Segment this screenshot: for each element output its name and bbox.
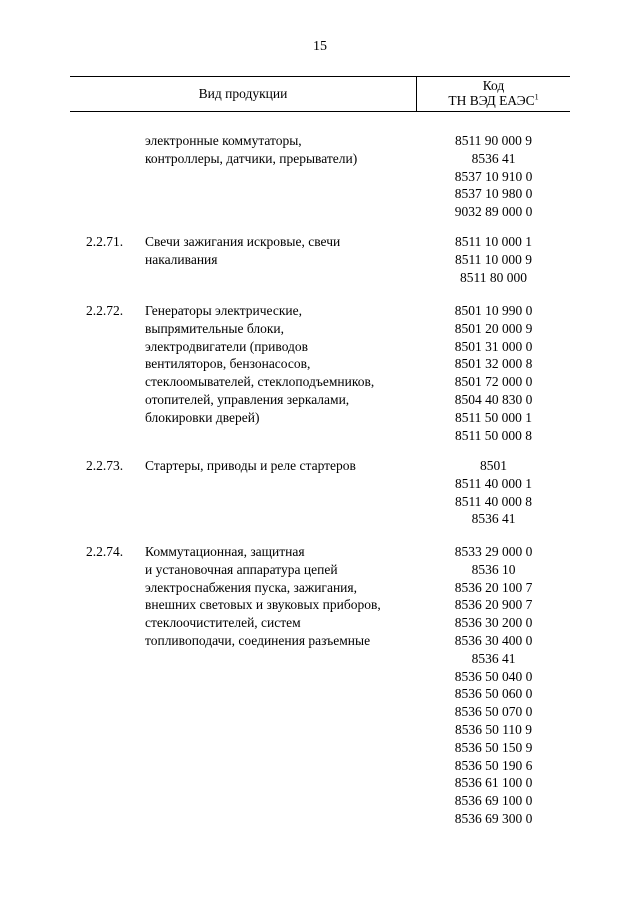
row-codes — [417, 302, 570, 444]
code-line: 8501 31 000 0 — [454, 338, 533, 354]
description-line: стеклоомывателей, стеклоподъемников, — [145, 374, 375, 390]
code-line: 8511 40 000 8 — [454, 493, 533, 509]
column-header-code — [417, 78, 570, 108]
code-line: 8501 72 000 0 — [454, 374, 533, 390]
description-line: электродвигатели (приводов — [145, 338, 309, 354]
row-description — [145, 543, 413, 650]
code-line: 8511 10 000 1 — [454, 234, 533, 249]
code-line: 8536 50 040 0 — [454, 668, 533, 684]
code-line: 8536 10 — [471, 561, 516, 577]
row-description — [145, 457, 413, 475]
code-line: 8536 69 300 0 — [454, 810, 533, 826]
code-line: 8501 10 990 0 — [454, 303, 533, 318]
description-line: блокировки дверей) — [145, 409, 260, 425]
code-line: 8536 30 200 0 — [454, 615, 533, 631]
description-line: выпрямительные блоки, — [145, 320, 285, 336]
description-line: внешних световых и звуковых приборов, — [145, 597, 381, 613]
code-line: 8511 50 000 8 — [454, 427, 533, 443]
code-line: 8536 50 070 0 — [454, 704, 533, 720]
code-line: 8536 50 060 0 — [454, 686, 533, 702]
code-line: 8536 20 100 7 — [454, 579, 533, 595]
code-line: 8537 10 980 0 — [454, 186, 533, 202]
code-line: 8536 20 900 7 — [454, 597, 533, 613]
code-line: 8536 41 — [471, 650, 516, 666]
code-header-line2: ТН ВЭД ЕАЭС — [448, 93, 535, 108]
row-number: 2.2.72. — [86, 303, 124, 318]
description-line: Стартеры, приводы и реле стартеров — [145, 458, 356, 473]
code-line: 8533 29 000 0 — [454, 544, 533, 559]
code-line: 8536 50 150 9 — [454, 739, 533, 755]
description-line: вентиляторов, бензонасосов, — [145, 356, 311, 372]
code-line: 8511 40 000 1 — [454, 475, 533, 491]
row-number: 2.2.74. — [86, 544, 124, 559]
description-line: и установочная аппаратура цепей — [145, 561, 338, 577]
row-codes — [417, 233, 570, 286]
description-line: контроллеры, датчики, прерыватели) — [145, 150, 358, 166]
code-line: 8504 40 830 0 — [454, 391, 533, 407]
code-line: 8536 61 100 0 — [454, 775, 533, 791]
code-line: 8536 69 100 0 — [454, 793, 533, 809]
row-description — [145, 132, 413, 168]
code-header-line1: Код — [482, 78, 505, 93]
row-description — [145, 233, 413, 269]
code-line: 8501 20 000 9 — [454, 320, 533, 336]
page-number: 15 — [313, 39, 327, 54]
code-line: 8511 80 000 — [460, 269, 527, 285]
row-codes — [417, 543, 570, 828]
row-codes — [417, 457, 570, 528]
description-line: топливоподачи, соединения разъемные — [145, 632, 371, 648]
code-line: 8536 41 — [471, 511, 516, 527]
code-line: 9032 89 000 0 — [454, 204, 533, 220]
table-header — [70, 76, 570, 112]
row-number: 2.2.73. — [86, 458, 124, 473]
description-line: отопителей, управления зеркалами, — [145, 391, 350, 407]
code-line: 8511 50 000 1 — [454, 409, 533, 425]
description-line: стеклоочистителей, систем — [145, 615, 301, 631]
code-line: 8536 41 — [471, 150, 516, 166]
code-line: 8537 10 910 0 — [454, 168, 533, 184]
description-line: Генераторы электрические, — [145, 303, 303, 318]
description-line: Коммутационная, защитная — [145, 544, 305, 559]
code-line: 8511 90 000 9 — [454, 133, 533, 148]
row-number: 2.2.71. — [86, 234, 124, 249]
description-line: Свечи зажигания искровые, свечи — [145, 234, 341, 249]
description-line: накаливания — [145, 251, 218, 267]
row-codes — [417, 132, 570, 221]
description-line: электронные коммутаторы, — [145, 133, 302, 148]
column-header-product: Вид продукции — [198, 86, 288, 101]
row-description — [145, 302, 413, 427]
code-line: 8511 10 000 9 — [454, 251, 533, 267]
footnote-marker: 1 — [534, 92, 539, 102]
code-line: 8501 32 000 8 — [454, 356, 533, 372]
description-line: электроснабжения пуска, зажигания, — [145, 579, 357, 595]
code-line: 8536 30 400 0 — [454, 632, 533, 648]
code-line: 8501 — [480, 458, 507, 473]
code-line: 8536 50 190 6 — [454, 757, 533, 773]
code-line: 8536 50 110 9 — [454, 721, 533, 737]
